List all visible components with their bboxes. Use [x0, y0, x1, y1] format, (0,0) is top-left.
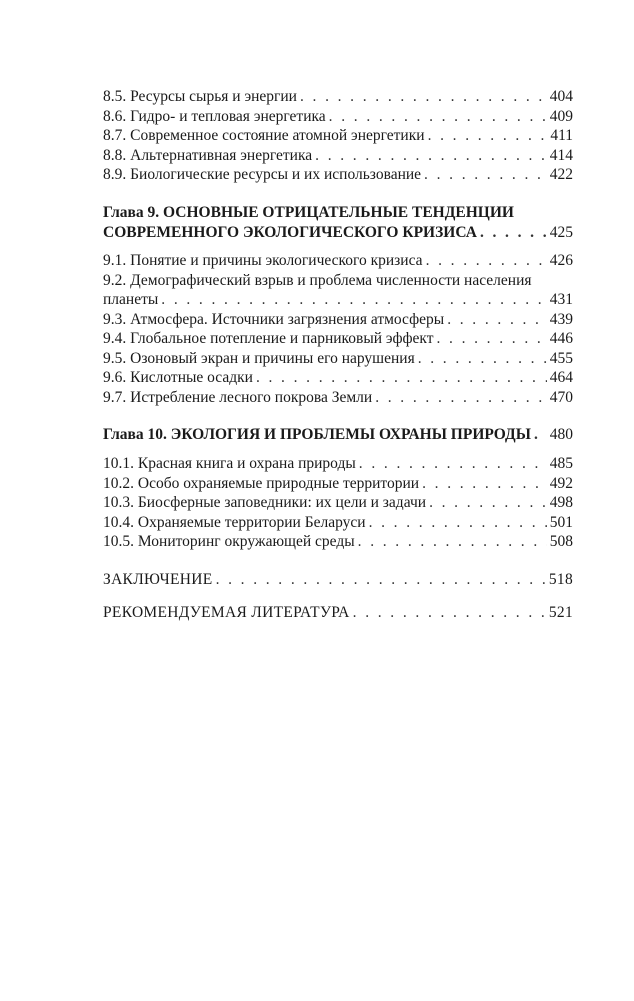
leader-dots	[436, 329, 546, 349]
table-of-contents	[103, 87, 573, 623]
toc-entry-page: 485	[549, 455, 573, 472]
toc-entry-page: 439	[549, 310, 573, 328]
leader-dots	[358, 532, 547, 552]
leader-dots	[315, 146, 547, 166]
leader-dots	[426, 251, 547, 271]
toc-entry-9-3[interactable]	[103, 310, 573, 330]
toc-entry-page: 521	[548, 604, 573, 621]
leader-dots	[256, 368, 547, 388]
toc-entry-title: 9.1. Понятие и причины экологического кризиса	[103, 252, 423, 269]
toc-entry-9-2[interactable]	[103, 271, 573, 310]
leader-dots	[216, 570, 546, 590]
toc-entry-title: 9.3. Атмосфера. Источники загрязнения атмосферы	[103, 310, 445, 328]
leader-dots	[480, 223, 547, 243]
toc-entry-title: 8.8. Альтернативная энергетика	[103, 146, 313, 164]
leader-dots	[428, 126, 548, 146]
toc-entry-page: 518	[548, 570, 573, 588]
chapter-page: 480	[549, 426, 573, 443]
toc-entry-9-1[interactable]	[103, 251, 573, 271]
chapter-page: 425	[549, 223, 573, 241]
toc-entry-title: 8.6. Гидро- и тепловая энергетика	[103, 107, 326, 125]
toc-entry-9-7[interactable]	[103, 388, 573, 408]
toc-entry-9-4[interactable]	[103, 329, 573, 349]
toc-chapter-9[interactable]	[103, 203, 573, 243]
toc-entry-page: 414	[549, 146, 573, 164]
toc-chapter-10[interactable]	[103, 425, 573, 445]
toc-entry-8-8[interactable]	[103, 146, 573, 166]
toc-entry-8-7[interactable]	[103, 126, 573, 146]
leader-dots	[534, 425, 547, 445]
toc-entry-title: 9.7. Истребление лесного покрова Земли	[103, 388, 373, 406]
toc-entry-page: 426	[549, 252, 573, 269]
leader-dots	[353, 603, 546, 623]
toc-entry-page: 409	[549, 107, 573, 125]
toc-entry-page: 411	[550, 127, 573, 144]
toc-entry-page: 501	[549, 513, 573, 531]
toc-entry-page: 492	[549, 474, 573, 492]
toc-entry-literature[interactable]	[103, 603, 573, 623]
toc-entry-10-4[interactable]	[103, 513, 573, 533]
toc-entry-title: 8.9. Биологические ресурсы и их использование	[103, 166, 422, 183]
chapter-title: Глава 10. ЭКОЛОГИЯ И ПРОБЛЕМЫ ОХРАНЫ ПРИРОДЫ	[103, 426, 531, 443]
toc-entry-page: 422	[549, 166, 573, 183]
leader-dots	[418, 349, 547, 369]
leader-dots	[424, 165, 547, 185]
toc-entry-8-5[interactable]	[103, 87, 573, 107]
toc-entry-title: 10.5. Мониторинг окружающей среды	[103, 533, 355, 550]
toc-entry-title: 9.4. Глобальное потепление и парниковый эффект	[103, 330, 434, 347]
toc-entry-title: РЕКОМЕНДУЕМАЯ ЛИТЕРАТУРА	[103, 604, 350, 621]
leader-dots	[369, 513, 547, 533]
leader-dots	[447, 310, 547, 330]
toc-entry-title: 9.5. Озоновый экран и причины его нарушения	[103, 349, 415, 367]
toc-entry-title: 8.7. Современное состояние атомной энергетики	[103, 127, 425, 144]
toc-entry-page: 498	[549, 494, 573, 511]
toc-entry-10-1[interactable]	[103, 454, 573, 474]
leader-dots	[429, 493, 547, 513]
toc-entry-page: 431	[549, 291, 573, 308]
chapter-title-line1: Глава 9. ОСНОВНЫЕ ОТРИЦАТЕЛЬНЫЕ ТЕНДЕНЦИИ	[103, 203, 514, 221]
leader-dots	[300, 87, 547, 107]
toc-entry-8-9[interactable]	[103, 165, 573, 185]
toc-entry-9-5[interactable]	[103, 349, 573, 369]
toc-entry-10-5[interactable]	[103, 532, 573, 552]
toc-entry-10-2[interactable]	[103, 474, 573, 494]
leader-dots	[422, 474, 547, 494]
leader-dots	[161, 290, 546, 310]
toc-entry-page: 455	[549, 349, 573, 367]
toc-entry-title: 10.4. Охраняемые территории Беларуси	[103, 513, 366, 531]
toc-entry-title: 10.1. Красная книга и охрана природы	[103, 455, 356, 472]
leader-dots	[375, 388, 547, 408]
toc-entry-page: 508	[549, 533, 573, 550]
toc-entry-title: 10.3. Биосферные заповедники: их цели и задачи	[103, 494, 427, 511]
toc-entry-page: 404	[549, 88, 573, 105]
chapter-title-line2: СОВРЕМЕННОГО ЭКОЛОГИЧЕСКОГО КРИЗИСА	[103, 223, 477, 241]
leader-dots	[359, 454, 547, 474]
leader-dots	[329, 107, 547, 127]
toc-entry-title: 10.2. Особо охраняемые природные территории	[103, 474, 420, 492]
toc-entry-title-line2: планеты	[103, 291, 159, 308]
toc-entry-page: 470	[549, 388, 573, 406]
toc-entry-8-6[interactable]	[103, 107, 573, 127]
toc-entry-9-6[interactable]	[103, 368, 573, 388]
toc-entry-conclusion[interactable]	[103, 570, 573, 590]
toc-entry-title-line1: 9.2. Демографический взрыв и проблема численности населения	[103, 271, 532, 289]
toc-entry-title: 9.6. Кислотные осадки	[103, 369, 253, 386]
toc-entry-page: 464	[549, 369, 573, 386]
toc-entry-10-3[interactable]	[103, 493, 573, 513]
toc-entry-page: 446	[549, 330, 573, 347]
toc-entry-title: 8.5. Ресурсы сырья и энергии	[103, 88, 297, 105]
toc-entry-title: ЗАКЛЮЧЕНИЕ	[103, 570, 213, 588]
